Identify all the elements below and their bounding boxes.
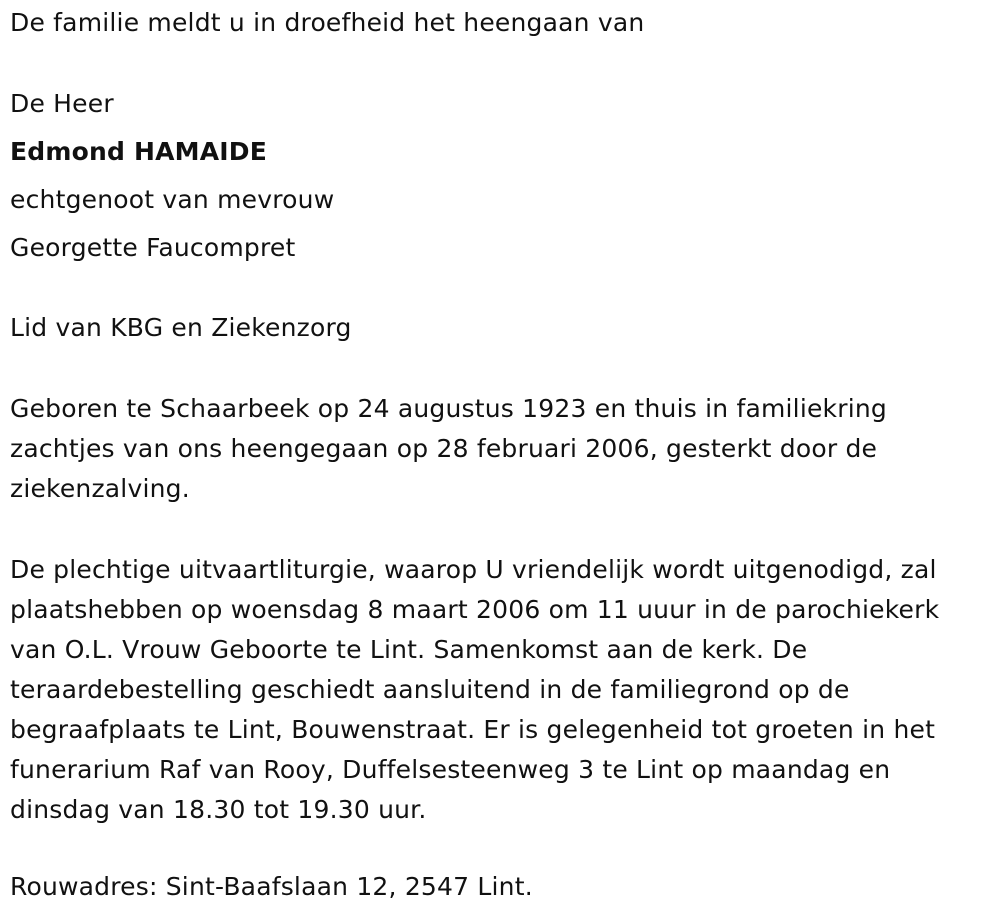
spouse-name: Georgette Faucompret xyxy=(10,233,296,262)
birth-line: Geboren te Schaarbeek op 24 augustus 1923 en thuis in familiekring xyxy=(10,394,887,423)
salutation: De Heer xyxy=(10,89,114,118)
birth-line: ziekenzalving. xyxy=(10,474,190,503)
funeral-line: teraardebestelling geschiedt aansluitend in de familiegrond op de xyxy=(10,675,850,704)
funeral-line: plaatshebben op woensdag 8 maart 2006 om 11 uuur in de parochiekerk xyxy=(10,595,940,624)
mourning-address: Rouwadres: Sint-Baafslaan 12, 2547 Lint. xyxy=(10,872,533,901)
spouse-label: echtgenoot van mevrouw xyxy=(10,185,335,214)
funeral-line: funerarium Raf van Rooy, Duffelsesteenweg 3 te Lint op maandag en xyxy=(10,755,891,784)
birth-paragraph xyxy=(10,389,887,509)
funeral-line: dinsdag van 18.30 tot 19.30 uur. xyxy=(10,795,427,824)
birth-line: zachtjes van ons heengegaan op 28 februari 2006, gesterkt door de xyxy=(10,434,878,463)
deceased-name: Edmond HAMAIDE xyxy=(10,137,268,166)
membership-text: Lid van KBG en Ziekenzorg xyxy=(10,313,352,342)
funeral-line: van O.L. Vrouw Geboorte te Lint. Samenkomst aan de kerk. De xyxy=(10,635,808,664)
funeral-paragraph xyxy=(10,550,939,830)
intro-text: De familie meldt u in droefheid het heengaan van xyxy=(10,8,645,37)
funeral-line: begraafplaats te Lint, Bouwenstraat. Er is gelegenheid tot groeten in het xyxy=(10,715,936,744)
funeral-line: De plechtige uitvaartliturgie, waarop U vriendelijk wordt uitgenodigd, zal xyxy=(10,555,937,584)
